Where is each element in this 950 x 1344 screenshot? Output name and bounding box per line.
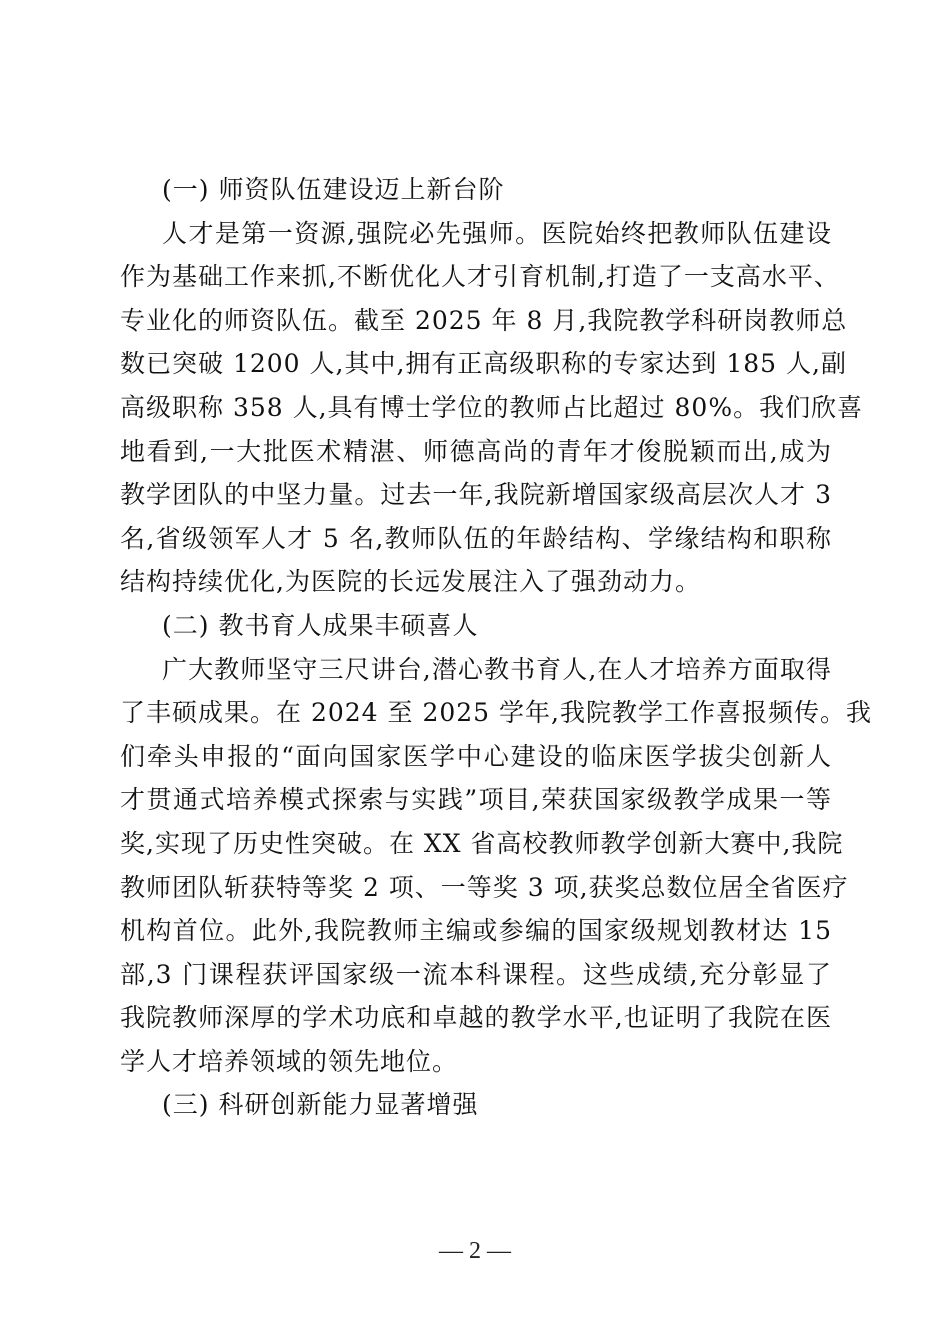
paragraph-line: 学人才培养领域的领先地位。 [120, 1046, 459, 1076]
section-heading-3: (三) 科研创新能力显著增强 [162, 1090, 479, 1120]
paragraph-line: 教师团队斩获特等奖 2 项、一等奖 3 项,获奖总数位居全省医疗 [120, 872, 849, 902]
paragraph-line: 才贯通式培养模式探索与实践”项目,荣获国家级教学成果一等 [120, 785, 832, 815]
page-number: — 2 — [439, 1238, 511, 1264]
paragraph-line: 教学团队的中坚力量。过去一年,我院新增国家级高层次人才 3 [120, 480, 832, 510]
paragraph-line: 人才是第一资源,强院必先强师。医院始终把教师队伍建设 [162, 218, 832, 248]
paragraph-line: 广大教师坚守三尺讲台,潜心教书育人,在人才培养方面取得 [162, 654, 832, 684]
paragraph-line: 高级职称 358 人,具有博士学位的教师占比超过 80%。我们欣喜 [120, 392, 864, 422]
section-heading-1: (一) 师资队伍建设迈上新台阶 [162, 175, 505, 204]
paragraph-line: 专业化的师资队伍。截至 2025 年 8 月,我院教学科研岗教师总 [120, 305, 848, 335]
paragraph-line: 机构首位。此外,我院教师主编或参编的国家级规划教材达 15 [120, 916, 832, 946]
paragraph-line: 奖,实现了历史性突破。在 XX 省高校教师教学创新大赛中,我院 [120, 828, 844, 858]
paragraph-line: 部,3 门课程获评国家级一流本科课程。这些成绩,充分彰显了 [120, 959, 832, 989]
paragraph-line: 数已突破 1200 人,其中,拥有正高级职称的专家达到 185 人,副 [120, 349, 847, 379]
paragraph-line: 们牵头申报的“面向国家医学中心建设的临床医学拔尖创新人 [120, 741, 832, 771]
paragraph-line: 作为基础工作来抓,不断优化人才引育机制,打造了一支高水平、 [120, 262, 840, 292]
paragraph-line: 名,省级领军人才 5 名,教师队伍的年龄结构、学缘结构和职称 [120, 523, 832, 553]
document-body [120, 168, 872, 1127]
section-heading-2: (二) 教书育人成果丰硕喜人 [162, 610, 479, 640]
paragraph-line: 我院教师深厚的学术功底和卓越的教学水平,也证明了我院在医 [120, 1003, 832, 1033]
paragraph-line: 结构持续优化,为医院的长远发展注入了强劲动力。 [120, 567, 701, 597]
paragraph-line: 地看到,一大批医术精湛、师德高尚的青年才俊脱颖而出,成为 [120, 436, 832, 466]
paragraph-line: 了丰硕成果。在 2024 至 2025 学年,我院教学工作喜报频传。我 [120, 698, 872, 728]
